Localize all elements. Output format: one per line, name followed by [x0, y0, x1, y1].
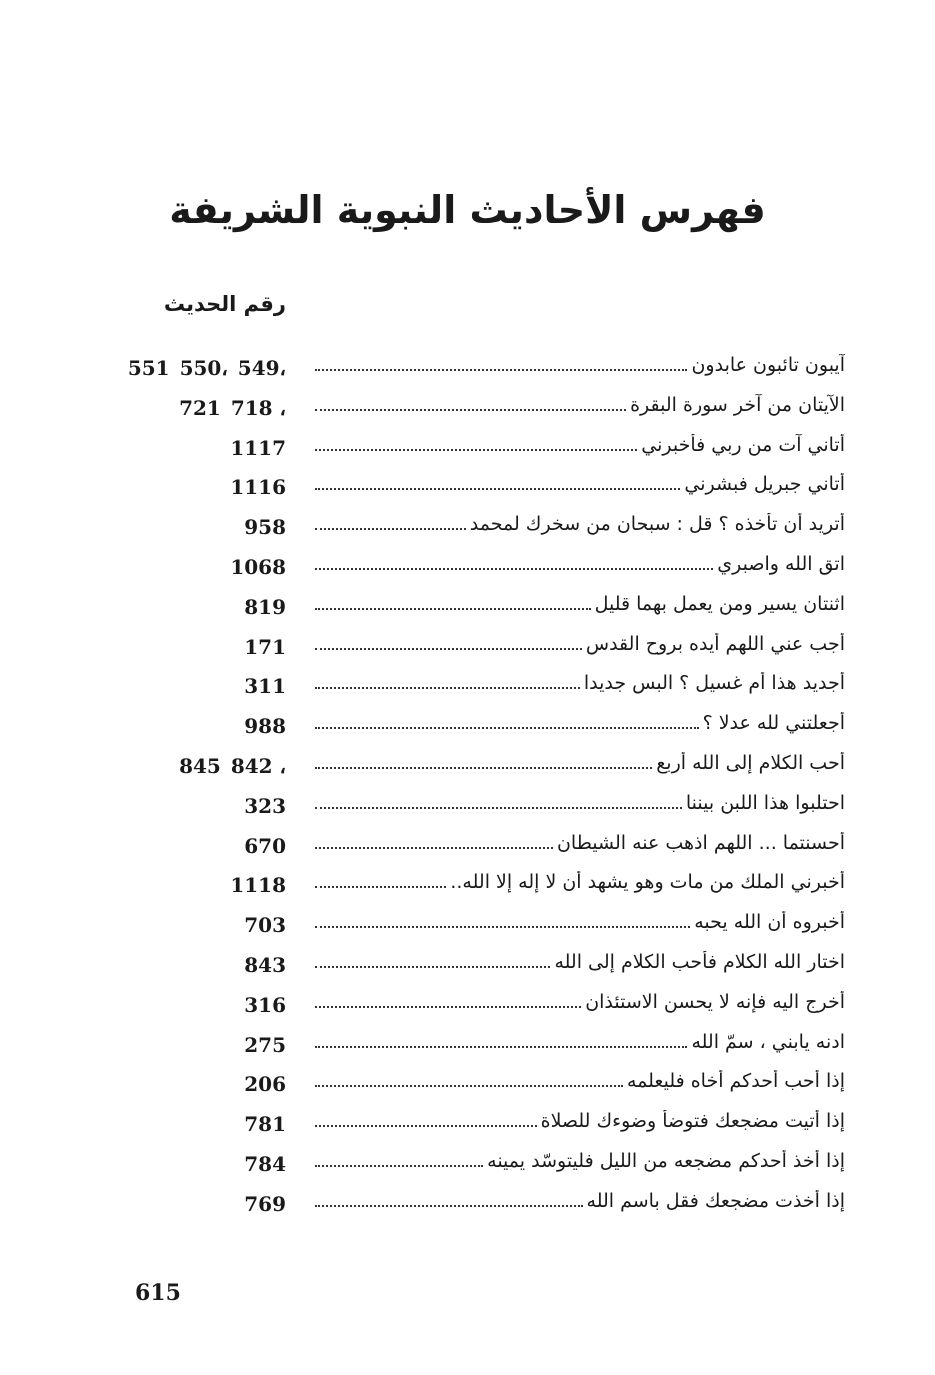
hadith-number: 842 ، [230, 753, 286, 778]
hadith-numbers [90, 873, 286, 897]
hadith-text: أخبروه أن الله يحبه [694, 911, 845, 934]
entry-text-row [315, 951, 845, 973]
entry-text-row [315, 593, 845, 615]
entry-text-row [315, 871, 845, 893]
index-entry [90, 1106, 845, 1146]
hadith-numbers [90, 754, 286, 778]
entry-text-row [315, 1190, 845, 1212]
dot-leader [315, 1046, 687, 1048]
hadith-number: 784 [244, 1151, 286, 1176]
entry-text-row [315, 553, 845, 575]
hadith-numbers [90, 356, 286, 380]
dot-leader [315, 966, 550, 968]
index-entry [90, 987, 845, 1027]
index-entry [90, 549, 845, 589]
index-entry [90, 589, 845, 629]
entry-text-row [315, 473, 845, 495]
hadith-number: 311 [244, 674, 286, 699]
entry-text-row [315, 672, 845, 694]
dot-leader [315, 687, 580, 689]
hadith-numbers [90, 953, 286, 977]
dot-leader [315, 807, 682, 809]
entry-text-row [315, 1070, 845, 1092]
hadith-text: أتاني جبريل فبشرني [684, 473, 845, 496]
index-entry [90, 430, 845, 470]
entry-text-row [315, 354, 845, 376]
hadith-text: أحسنتما ... اللهم اذهب عنه الشيطان [556, 831, 845, 854]
hadith-number: 721 [179, 395, 221, 420]
index-entry [90, 1066, 845, 1106]
index-entry [90, 907, 845, 947]
hadith-text: إذا أخذ أحدكم مضجعه من الليل فليتوسّد يمينه [487, 1149, 845, 1172]
entry-text-row [315, 394, 845, 416]
hadith-numbers [90, 993, 286, 1017]
hadith-number: 703 [244, 913, 286, 938]
index-entry [90, 469, 845, 509]
hadith-number: 843 [244, 952, 286, 977]
index-entry [90, 1146, 845, 1186]
index-entry [90, 947, 845, 987]
dot-leader [315, 409, 626, 411]
index-entry [90, 748, 845, 788]
entry-text-row [315, 633, 845, 655]
hadith-numbers [90, 1192, 286, 1216]
hadith-number: 988 [244, 714, 286, 739]
dot-leader [315, 488, 680, 490]
dot-leader [315, 528, 466, 530]
hadith-numbers [90, 1112, 286, 1136]
column-header-hadith-number: رقم الحديث [163, 292, 286, 316]
index-entry [90, 390, 845, 430]
index-entry [90, 629, 845, 669]
index-entry [90, 1027, 845, 1067]
dot-leader [315, 926, 690, 928]
entry-text-row [315, 911, 845, 933]
hadith-number: 275 [244, 1032, 286, 1057]
hadith-number: 206 [244, 1072, 286, 1097]
hadith-number: 958 [244, 515, 286, 540]
hadith-text: أجب عني اللهم أيده بروح القدس [585, 632, 845, 655]
dot-leader [315, 1085, 623, 1087]
hadith-text: أتاني آت من ربي فأخبرني [641, 433, 845, 456]
entry-text-row [315, 832, 845, 854]
hadith-text: احتلبوا هذا اللبن بيننا [685, 791, 845, 814]
hadith-numbers [90, 595, 286, 619]
index-entry [90, 867, 845, 907]
hadith-numbers [90, 555, 286, 579]
hadith-number: 1117 [230, 435, 286, 460]
hadith-number: 171 [244, 634, 286, 659]
hadith-number: 323 [244, 793, 286, 818]
dot-leader [315, 449, 637, 451]
hadith-text: أخبرني الملك من مات وهو يشهد أن لا إله إلا الله.. [450, 871, 845, 894]
hadith-number: 551 [127, 356, 170, 380]
hadith-text: إذا أخذت مضجعك فقل باسم الله [586, 1189, 845, 1212]
index-entry [90, 788, 845, 828]
hadith-numbers [90, 1033, 286, 1057]
hadith-numbers [90, 1152, 286, 1176]
hadith-numbers [90, 714, 286, 738]
dot-leader [315, 608, 591, 610]
hadith-text: ادنه يابني ، سمّ الله [691, 1030, 845, 1053]
dot-leader [315, 1205, 583, 1207]
index-entry [90, 708, 845, 748]
entry-text-row [315, 513, 845, 535]
dot-leader [315, 648, 582, 650]
hadith-number: 670 [244, 833, 286, 858]
hadith-text: اتق الله واصبري [717, 552, 845, 575]
hadith-numbers [90, 396, 286, 420]
index-entry [90, 828, 845, 868]
hadith-number: 316 [244, 992, 286, 1017]
dot-leader [315, 886, 446, 888]
hadith-numbers [90, 475, 286, 499]
hadith-text: أجديد هذا أم غسيل ؟ البس جديدا [583, 672, 845, 695]
hadith-number: 1118 [230, 873, 286, 898]
page-number: 615 [135, 1280, 181, 1306]
entry-text-row [315, 712, 845, 734]
hadith-numbers [90, 794, 286, 818]
dot-leader [315, 847, 553, 849]
hadith-number: 718 ، [230, 395, 286, 420]
hadith-index-list [90, 350, 845, 1226]
hadith-text: أحب الكلام إلى الله أربع [656, 751, 845, 774]
hadith-number: 781 [244, 1112, 286, 1137]
entry-text-row [315, 434, 845, 456]
index-entry [90, 509, 845, 549]
hadith-number: 550، [179, 356, 228, 380]
hadith-text: أتريد أن تأخذه ؟ قل : سبحان من سخرك لمحمد [469, 513, 845, 536]
dot-leader [315, 369, 687, 371]
hadith-text: آيبون تائبون عابدون [691, 354, 845, 376]
dot-leader [315, 1006, 581, 1008]
dot-leader [315, 727, 699, 729]
entry-text-row [315, 1150, 845, 1172]
entry-text-row [315, 1031, 845, 1053]
hadith-text: أخرج اليه فإنه لا يحسن الاستئذان [585, 990, 845, 1013]
hadith-numbers [90, 436, 286, 460]
hadith-number: 1116 [230, 475, 286, 500]
hadith-text: إذا أتيت مضجعك فتوضأ وضوءك للصلاة [540, 1110, 845, 1133]
hadith-text: إذا أحب أحدكم أخاه فليعلمه [626, 1070, 845, 1093]
hadith-number: 1068 [230, 554, 286, 579]
hadith-text: أجعلتني لله عدلا ؟ [702, 712, 845, 735]
dot-leader [315, 568, 713, 570]
hadith-text: الآيتان من آخر سورة البقرة [630, 393, 845, 416]
entry-text-row [315, 991, 845, 1013]
hadith-text: اختار الله الكلام فأحب الكلام إلى الله [554, 950, 845, 973]
hadith-numbers [90, 834, 286, 858]
hadith-numbers [90, 913, 286, 937]
hadith-number: 549، [237, 356, 286, 380]
index-entry [90, 1186, 845, 1226]
index-entry [90, 668, 845, 708]
dot-leader [315, 1125, 537, 1127]
index-entry [90, 350, 845, 390]
hadith-number: 819 [244, 594, 286, 619]
hadith-numbers [90, 1072, 286, 1096]
entry-text-row [315, 792, 845, 814]
hadith-numbers [90, 515, 286, 539]
entry-text-row [315, 1110, 845, 1132]
page-title: فهرس الأحاديث النبوية الشريفة [169, 188, 766, 232]
hadith-numbers [90, 635, 286, 659]
hadith-number: 845 [179, 753, 221, 778]
dot-leader [315, 1165, 483, 1167]
hadith-text: اثنتان يسير ومن يعمل بهما قليل [594, 592, 845, 615]
dot-leader [315, 767, 652, 769]
entry-text-row [315, 752, 845, 774]
hadith-number: 769 [244, 1191, 286, 1216]
hadith-numbers [90, 674, 286, 698]
